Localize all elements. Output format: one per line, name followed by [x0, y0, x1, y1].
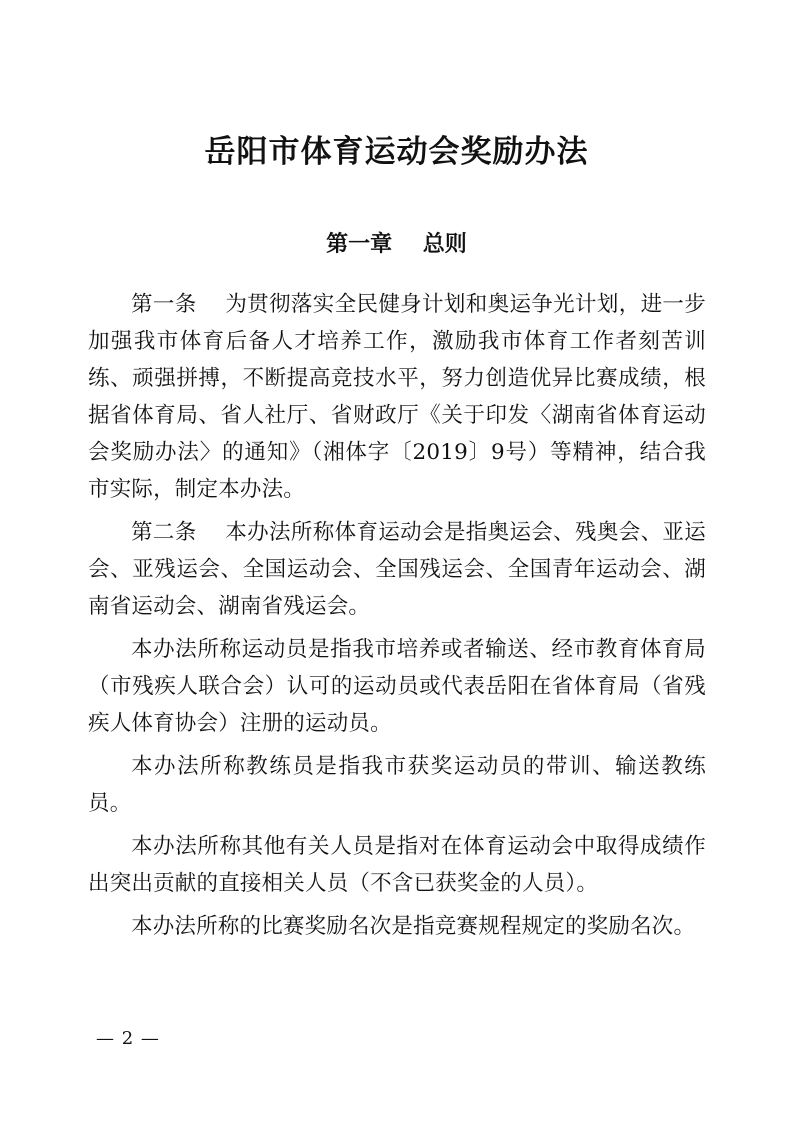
article-paragraph	[88, 514, 706, 625]
paragraph-text: 本办法所称体育运动会是指奥运会、残奥会、亚运会、亚残运会、全国运动会、全国残运会、全国青年运动会、湖南省运动会、湖南省残运会。	[88, 520, 706, 619]
article-paragraph	[88, 286, 706, 508]
article-label: 第一条	[131, 292, 226, 317]
paragraph-text: 本办法所称运动员是指我市培养或者输送、经市教育体育局（市残疾人联合会）认可的运动员或代表岳阳在省体育局（省残疾人体育协会）注册的运动员。	[88, 637, 706, 736]
document-title: 岳阳市体育运动会奖励办法	[204, 134, 589, 170]
chapter-heading: 第一章 总则	[326, 231, 467, 257]
paragraph-text: 本办法所称的比赛奖励名次是指竞赛规程规定的奖励名次。	[131, 914, 696, 939]
definition-paragraph	[88, 828, 706, 902]
page-number: — 2 —	[96, 1028, 160, 1049]
document-body	[88, 286, 706, 951]
definition-paragraph	[88, 748, 706, 822]
definition-paragraph	[88, 908, 706, 945]
paragraph-text: 本办法所称其他有关人员是指对在体育运动会中取得成绩作出突出贡献的直接相关人员（不含已获奖金的人员）。	[88, 834, 706, 896]
paragraph-text: 为贯彻落实全民健身计划和奥运争光计划，进一步加强我市体育后备人才培养工作，激励我市体育工作者刻苦训练、顽强拼搏，不断提高竞技水平，努力创造优异比赛成绩，根据省体育局、省人社厅、省财政厅《关于印发〈湖南省体育运动会奖励办法〉的通知》（湘体字〔2019〕9号）等精神，结合我市实际，制定本办法。	[88, 292, 706, 502]
article-label: 第二条	[131, 520, 226, 545]
paragraph-text: 本办法所称教练员是指我市获奖运动员的带训、输送教练员。	[88, 754, 706, 816]
definition-paragraph	[88, 631, 706, 742]
